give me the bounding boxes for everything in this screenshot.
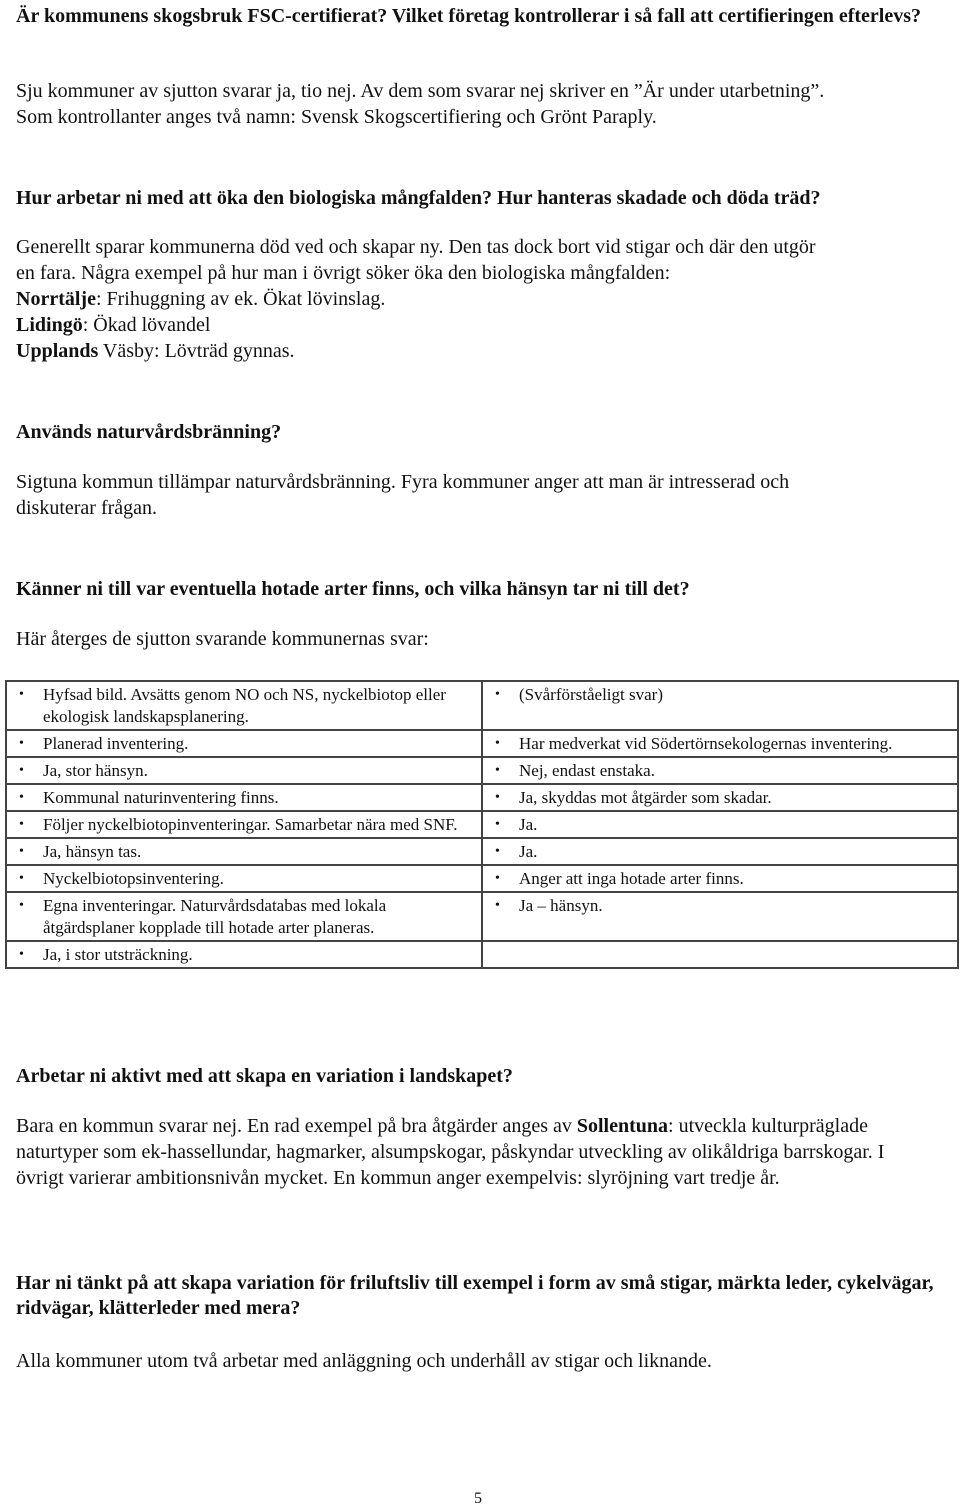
bullet-icon: • [495,736,500,751]
burning-answer-line-1: Sigtuna kommun tillämpar naturvårdsbränning. Fyra kommuner anger att man är intresserad och [16,471,790,493]
answer-cell-left [6,784,482,811]
bullet-icon: • [19,844,24,859]
example-place: Norrtälje [16,288,96,310]
biodiversity-answer-line-2: en fara. Några exempel på hur man i övrigt söker öka den biologiska mångfalden: [16,262,671,284]
answer-cell-right [482,757,958,784]
bullet-icon: • [19,687,24,702]
fsc-answer-line-1: Sju kommuner av sjutton svarar ja, tio nej. Av dem som svarar nej skriver en ”Är under utarbetning”. [16,80,825,102]
answer-text: Planerad inventering. [43,734,189,753]
answer-item [489,787,951,809]
table-row [6,941,958,968]
answer-text: Ja, skyddas mot åtgärder som skadar. [519,788,772,807]
answer-item [13,787,475,809]
example-text: Väsby: Lövträd gynnas. [98,340,295,362]
table-row [6,730,958,757]
recreation-question: Har ni tänkt på att skapa variation för friluftsliv till exempel i form av små stigar, märkta leder, cykelvägar, ridvägar, klätterleder med mera? [16,1272,934,1319]
answer-item [489,733,951,755]
bullet-icon: • [19,790,24,805]
landscape-answer-municipality: Sollentuna [576,1115,669,1137]
answer-text: Kommunal naturinventering finns. [43,788,279,807]
bullet-icon: • [495,898,500,913]
species-question: Känner ni till var eventuella hotade arter finns, och vilka hänsyn tar ni till det? [16,578,690,600]
bullet-icon: • [495,844,500,859]
table-row [6,811,958,838]
example-text: : Ökad lövandel [82,314,211,336]
landscape-question: Arbetar ni aktivt med att skapa en variation i landskapet? [16,1065,513,1087]
bullet-icon: • [19,947,24,962]
answer-text: Ja, hänsyn tas. [43,842,142,861]
example-upplands-vasby [16,338,946,364]
answer-item [489,895,951,917]
burning-answer [16,469,946,521]
answer-cell-right [482,811,958,838]
answer-item [13,733,475,755]
page-number: 5 [474,1490,482,1507]
answer-item [489,868,951,890]
answer-text: Har medverkat vid Södertörnsekologernas inventering. [519,734,893,753]
landscape-answer [16,1113,916,1191]
answer-cell-left [6,811,482,838]
bullet-icon: • [19,736,24,751]
answer-text: Ja. [519,842,538,861]
answer-cell-left [6,865,482,892]
recreation-answer: Alla kommuner utom två arbetar med anläggning och underhåll av stigar och liknande. [16,1350,712,1372]
fsc-question: Är kommunens skogsbruk FSC-certifierat? Vilket företag kontrollerar i så fall att certifieringen efterlevs? [16,5,922,27]
answer-cell-right [482,941,958,968]
table-row [6,892,958,941]
table-row [6,784,958,811]
answer-text: Ja. [519,815,538,834]
example-lidingo [16,312,946,338]
answer-item [13,760,475,782]
answer-cell-right [482,681,958,730]
answer-cell-right [482,838,958,865]
answer-text: Egna inventeringar. Naturvårdsdatabas med lokala åtgärdsplaner kopplade till hotade arter planeras. [43,896,387,937]
table-row [6,757,958,784]
example-text: : Frihuggning av ek. Ökat lövinslag. [95,288,386,310]
fsc-answer-line-2: Som kontrollanter anges två namn: Svensk Skogscertifiering och Grönt Paraply. [16,106,657,128]
answer-cell-left [6,681,482,730]
answer-item [489,841,951,863]
bullet-icon: • [19,763,24,778]
bullet-icon: • [495,871,500,886]
answer-cell-left [6,892,482,941]
bullet-icon: • [19,898,24,913]
burning-question: Används naturvårdsbränning? [16,421,282,443]
answer-text: Ja, i stor utsträckning. [43,945,193,964]
answer-item [13,841,475,863]
example-place: Upplands [16,340,99,362]
answer-cell-left [6,941,482,968]
answer-item [489,760,951,782]
answer-cell-right [482,892,958,941]
answer-cell-left [6,838,482,865]
biodiversity-question: Hur arbetar ni med att öka den biologiska mångfalden? Hur hanteras skadade och döda träd? [16,187,821,209]
burning-answer-line-2: diskuterar frågan. [16,497,158,519]
answer-text: Ja – hänsyn. [519,896,603,915]
answer-text: Hyfsad bild. Avsätts genom NO och NS, nyckelbiotop eller ekologisk landskapsplanering. [43,685,446,726]
landscape-answer-post: : utveckla kulturpräglade naturtyper som ek-hassellundar, hagmarker, alsumpskogar, påskyndar utveckling av olikåldriga barrskogar. I övrigt varierar ambitionsnivån mycket. En kommun anger exempelvis: slyröjning vart tredje år. [16,1115,885,1189]
species-answers-table [5,680,959,969]
answer-item [13,684,475,728]
answer-item [489,814,951,836]
answer-text: Följer nyckelbiotopinventeringar. Samarbetar nära med SNF. [43,815,458,834]
example-place: Lidingö [16,314,83,336]
bullet-icon: • [19,871,24,886]
answer-text: Anger att inga hotade arter finns. [519,869,744,888]
answer-item [13,868,475,890]
biodiversity-answer-line-1: Generellt sparar kommunerna död ved och skapar ny. Den tas dock bort vid stigar och där den utgör [16,236,816,258]
table-row [6,681,958,730]
species-intro: Här återges de sjutton svarande kommunernas svar: [16,628,429,650]
answer-cell-left [6,757,482,784]
fsc-answer [16,78,946,130]
answer-item [489,684,951,706]
bullet-icon: • [495,817,500,832]
bullet-icon: • [19,817,24,832]
answer-item [13,895,475,939]
example-norrtalje [16,286,946,312]
answer-cell-right [482,784,958,811]
answer-text: Nyckelbiotopsinventering. [43,869,224,888]
answer-item [13,944,475,966]
answer-text: Nej, endast enstaka. [519,761,655,780]
answer-item [13,814,475,836]
bullet-icon: • [495,763,500,778]
bullet-icon: • [495,687,500,702]
answer-cell-right [482,730,958,757]
answer-text: Ja, stor hänsyn. [43,761,148,780]
table-row [6,838,958,865]
biodiversity-answer [16,234,946,364]
table-row [6,865,958,892]
answer-text: (Svårförståeligt svar) [519,685,663,704]
landscape-answer-pre: Bara en kommun svarar nej. En rad exempel på bra åtgärder anges av [16,1115,577,1137]
answer-cell-left [6,730,482,757]
answer-cell-right [482,865,958,892]
bullet-icon: • [495,790,500,805]
